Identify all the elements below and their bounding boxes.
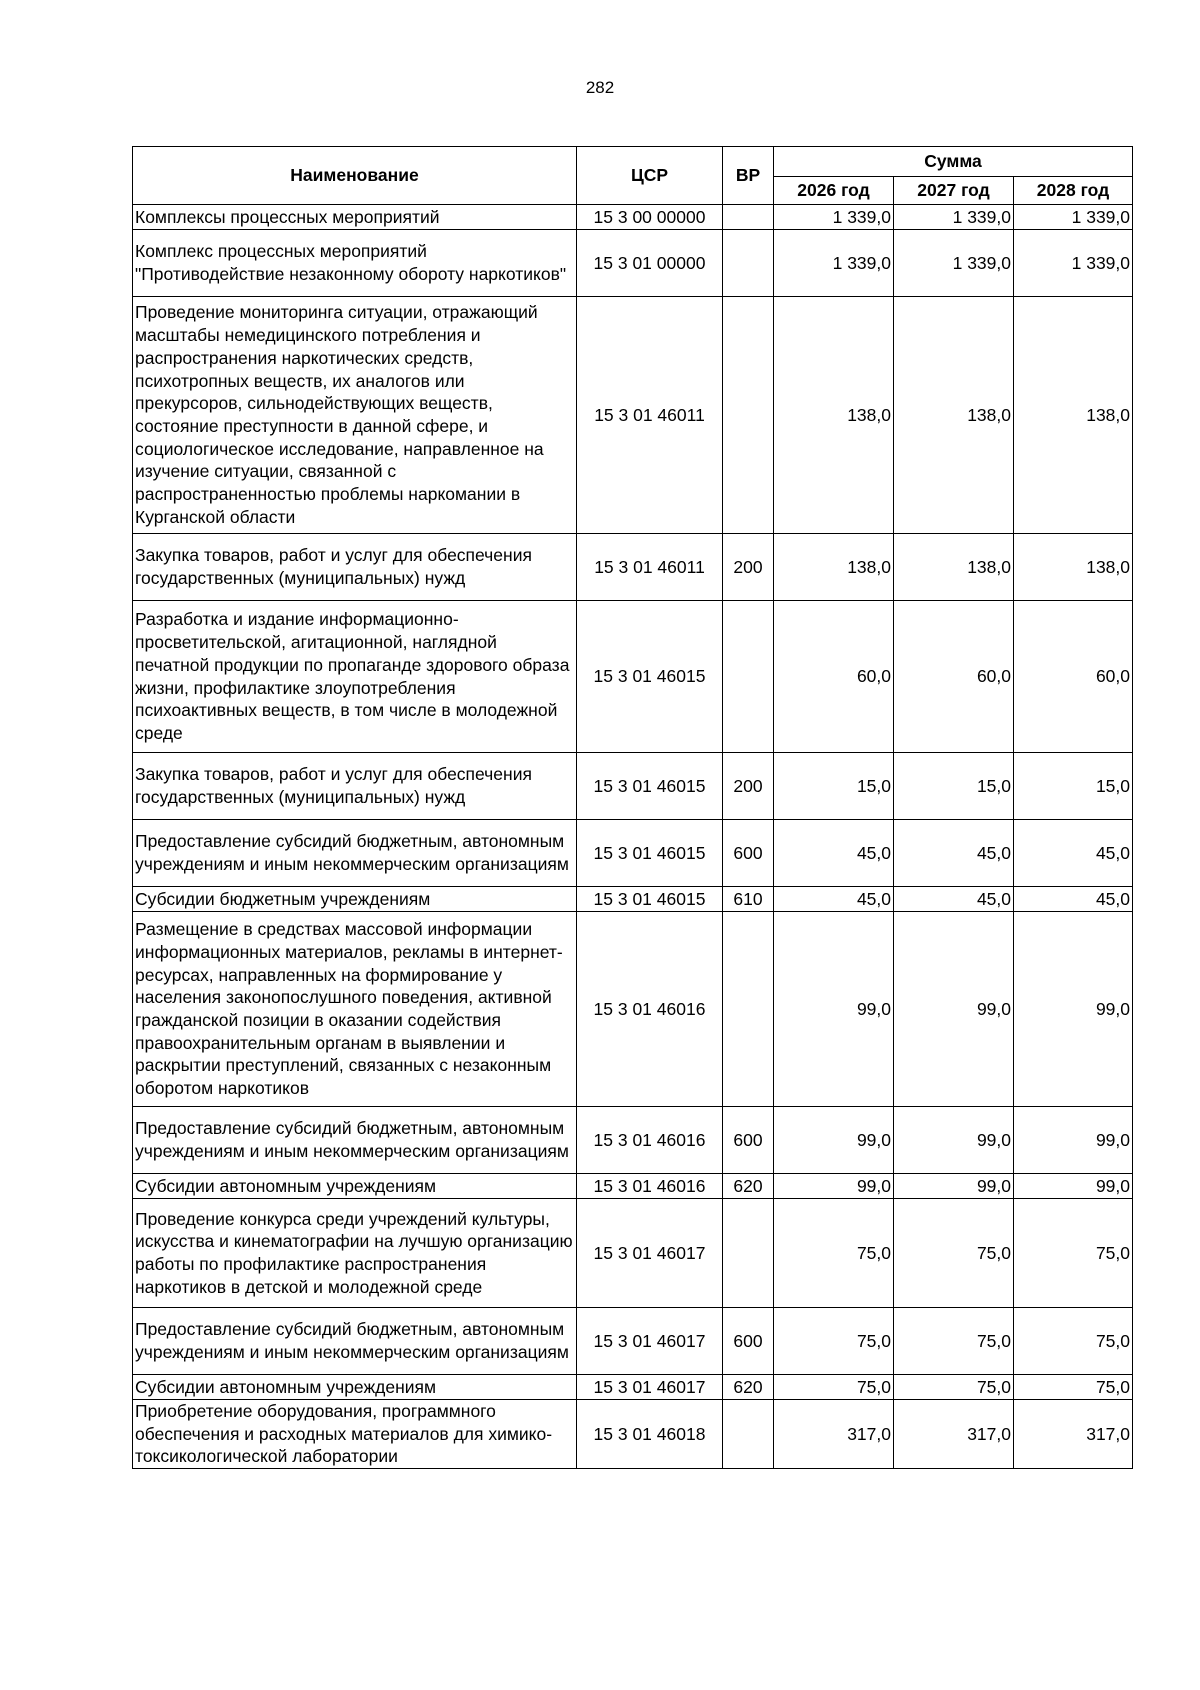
row-csr: 15 3 00 00000 — [577, 205, 723, 230]
row-sum-2028: 75,0 — [1014, 1375, 1133, 1400]
row-vr — [723, 205, 774, 230]
row-name: Субсидии бюджетным учреждениям — [133, 887, 577, 912]
row-csr: 15 3 01 00000 — [577, 230, 723, 297]
table-row — [133, 297, 1133, 534]
table-row — [133, 601, 1133, 753]
row-csr: 15 3 01 46015 — [577, 820, 723, 887]
row-csr: 15 3 01 46017 — [577, 1199, 723, 1308]
table-row — [133, 912, 1133, 1107]
row-vr: 600 — [723, 1107, 774, 1174]
row-sum-2028: 138,0 — [1014, 297, 1133, 534]
header-name: Наименование — [133, 147, 577, 205]
row-csr: 15 3 01 46017 — [577, 1308, 723, 1375]
row-sum-2026: 45,0 — [774, 820, 894, 887]
table-row — [133, 820, 1133, 887]
table-row — [133, 753, 1133, 820]
row-csr: 15 3 01 46015 — [577, 601, 723, 753]
row-name: Комплекс процессных мероприятий "Противодействие незаконному обороту наркотиков" — [133, 230, 577, 297]
row-sum-2028: 75,0 — [1014, 1308, 1133, 1375]
row-name: Закупка товаров, работ и услуг для обеспечения государственных (муниципальных) нужд — [133, 753, 577, 820]
row-name: Проведение мониторинга ситуации, отражающий масштабы немедицинского потребления и распространения наркотических средств, психотропных веществ, их аналогов или прекурсоров, сильнодействующих веществ, состояние преступности в данной сфере, и социологическое исследование, направленное на изучение ситуации, связанной с распространенностью проблемы наркомании в Курганской области — [133, 297, 577, 534]
row-sum-2027: 75,0 — [894, 1199, 1014, 1308]
row-sum-2027: 317,0 — [894, 1400, 1014, 1469]
header-sum: Сумма — [774, 147, 1133, 177]
row-name: Субсидии автономным учреждениям — [133, 1174, 577, 1199]
row-sum-2027: 75,0 — [894, 1375, 1014, 1400]
row-vr — [723, 1400, 774, 1469]
row-sum-2027: 60,0 — [894, 601, 1014, 753]
table-row — [133, 1375, 1133, 1400]
row-sum-2027: 45,0 — [894, 887, 1014, 912]
row-name: Проведение конкурса среди учреждений культуры, искусства и кинематографии на лучшую организацию работы по профилактике распространения наркотиков в детской и молодежной среде — [133, 1199, 577, 1308]
row-sum-2026: 45,0 — [774, 887, 894, 912]
row-sum-2026: 138,0 — [774, 297, 894, 534]
row-sum-2028: 1 339,0 — [1014, 230, 1133, 297]
row-sum-2027: 138,0 — [894, 297, 1014, 534]
row-csr: 15 3 01 46018 — [577, 1400, 723, 1469]
row-sum-2026: 317,0 — [774, 1400, 894, 1469]
table-body — [133, 205, 1133, 1469]
row-sum-2028: 45,0 — [1014, 887, 1133, 912]
row-sum-2028: 99,0 — [1014, 1107, 1133, 1174]
row-sum-2028: 75,0 — [1014, 1199, 1133, 1308]
row-sum-2028: 99,0 — [1014, 912, 1133, 1107]
row-vr: 620 — [723, 1174, 774, 1199]
row-sum-2028: 15,0 — [1014, 753, 1133, 820]
row-csr: 15 3 01 46016 — [577, 1174, 723, 1199]
row-vr — [723, 230, 774, 297]
table-row — [133, 1174, 1133, 1199]
row-vr — [723, 1199, 774, 1308]
header-csr: ЦСР — [577, 147, 723, 205]
header-year-2026: 2026 год — [774, 177, 894, 205]
row-sum-2028: 60,0 — [1014, 601, 1133, 753]
row-sum-2026: 60,0 — [774, 601, 894, 753]
row-csr: 15 3 01 46011 — [577, 534, 723, 601]
row-name: Приобретение оборудования, программного обеспечения и расходных материалов для химико-токсикологической лаборатории — [133, 1400, 577, 1469]
header-vr: ВР — [723, 147, 774, 205]
row-name: Закупка товаров, работ и услуг для обеспечения государственных (муниципальных) нужд — [133, 534, 577, 601]
row-name: Комплексы процессных мероприятий — [133, 205, 577, 230]
row-vr: 200 — [723, 753, 774, 820]
row-name: Разработка и издание информационно-просветительской, агитационной, наглядной печатной продукции по пропаганде здорового образа жизни, профилактике злоупотребления психоактивных веществ, в том числе в молодежной среде — [133, 601, 577, 753]
table-row — [133, 1308, 1133, 1375]
table-header — [133, 147, 1133, 205]
row-name: Размещение в средствах массовой информации информационных материалов, рекламы в интернет-ресурсах, направленных на формирование у населения законопослушного поведения, активной гражданской позиции в оказании содействия правоохранительным органам в выявлении и раскрытии преступлений, связанных с незаконным оборотом наркотиков — [133, 912, 577, 1107]
table-row — [133, 1199, 1133, 1308]
row-csr: 15 3 01 46017 — [577, 1375, 723, 1400]
row-vr — [723, 297, 774, 534]
table-row — [133, 1400, 1133, 1469]
table-row — [133, 534, 1133, 601]
row-name: Предоставление субсидий бюджетным, автономным учреждениям и иным некоммерческим организациям — [133, 1107, 577, 1174]
table-row — [133, 887, 1133, 912]
page-number: 282 — [585, 78, 615, 97]
row-csr: 15 3 01 46015 — [577, 887, 723, 912]
row-sum-2028: 99,0 — [1014, 1174, 1133, 1199]
header-year-2028: 2028 год — [1014, 177, 1133, 205]
table-row — [133, 230, 1133, 297]
row-sum-2027: 45,0 — [894, 820, 1014, 887]
row-vr: 600 — [723, 820, 774, 887]
row-sum-2026: 1 339,0 — [774, 205, 894, 230]
row-sum-2026: 75,0 — [774, 1199, 894, 1308]
row-sum-2026: 99,0 — [774, 1174, 894, 1199]
row-vr: 610 — [723, 887, 774, 912]
row-sum-2027: 99,0 — [894, 1174, 1014, 1199]
row-sum-2028: 317,0 — [1014, 1400, 1133, 1469]
table-row — [133, 1107, 1133, 1174]
row-csr: 15 3 01 46016 — [577, 1107, 723, 1174]
row-sum-2027: 99,0 — [894, 912, 1014, 1107]
row-sum-2026: 99,0 — [774, 912, 894, 1107]
row-sum-2026: 75,0 — [774, 1308, 894, 1375]
row-vr: 620 — [723, 1375, 774, 1400]
row-sum-2028: 138,0 — [1014, 534, 1133, 601]
row-csr: 15 3 01 46016 — [577, 912, 723, 1107]
header-year-2027: 2027 год — [894, 177, 1014, 205]
row-vr — [723, 912, 774, 1107]
table-row — [133, 205, 1133, 230]
budget-table — [132, 146, 1133, 1469]
row-sum-2026: 99,0 — [774, 1107, 894, 1174]
row-name: Предоставление субсидий бюджетным, автономным учреждениям и иным некоммерческим организациям — [133, 820, 577, 887]
row-sum-2026: 15,0 — [774, 753, 894, 820]
row-sum-2026: 138,0 — [774, 534, 894, 601]
row-vr: 600 — [723, 1308, 774, 1375]
row-name: Субсидии автономным учреждениям — [133, 1375, 577, 1400]
row-sum-2027: 1 339,0 — [894, 205, 1014, 230]
row-vr — [723, 601, 774, 753]
row-sum-2028: 1 339,0 — [1014, 205, 1133, 230]
row-sum-2026: 1 339,0 — [774, 230, 894, 297]
row-sum-2027: 138,0 — [894, 534, 1014, 601]
row-sum-2027: 15,0 — [894, 753, 1014, 820]
row-name: Предоставление субсидий бюджетным, автономным учреждениям и иным некоммерческим организациям — [133, 1308, 577, 1375]
row-sum-2026: 75,0 — [774, 1375, 894, 1400]
row-sum-2028: 45,0 — [1014, 820, 1133, 887]
row-sum-2027: 75,0 — [894, 1308, 1014, 1375]
row-csr: 15 3 01 46011 — [577, 297, 723, 534]
row-vr: 200 — [723, 534, 774, 601]
row-csr: 15 3 01 46015 — [577, 753, 723, 820]
row-sum-2027: 1 339,0 — [894, 230, 1014, 297]
row-sum-2027: 99,0 — [894, 1107, 1014, 1174]
